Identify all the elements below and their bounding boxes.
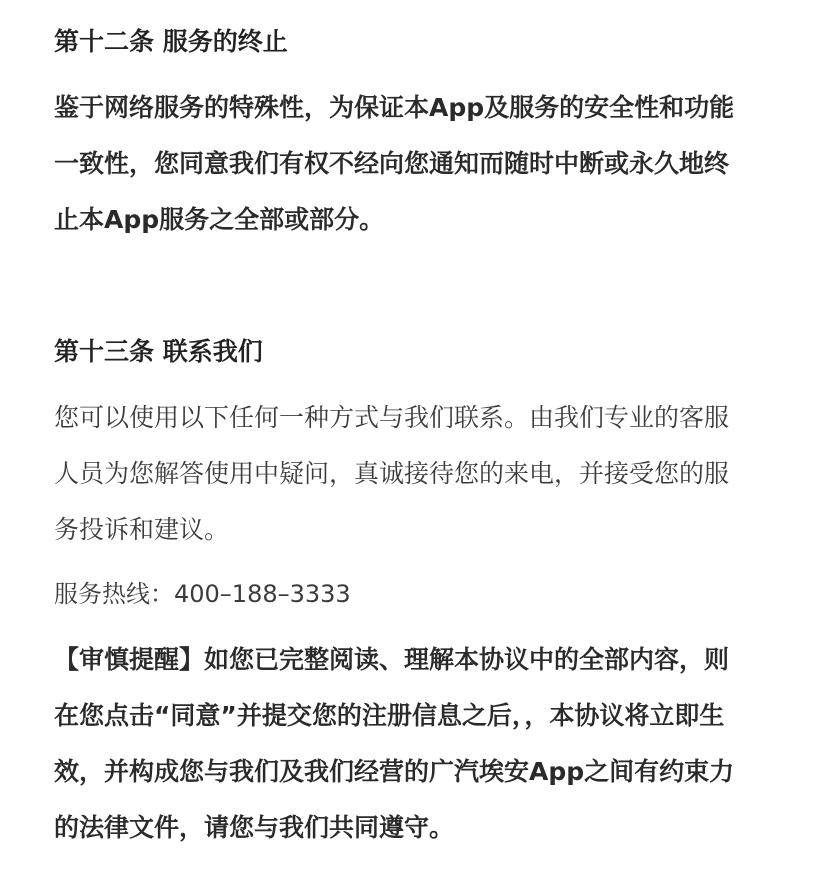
section-12-body xyxy=(54,80,766,248)
section-13-body xyxy=(54,390,766,558)
reminder-line-3: 效，并构成您与我们及我们经营的广汽埃安App之间有约束力 xyxy=(54,757,735,786)
reminder-body xyxy=(54,632,766,856)
section-12-line-1: 鉴于网络服务的特殊性，为保证本App及服务的安全性和功能 xyxy=(54,93,735,122)
reminder-line-4: 的法律文件，请您与我们共同遵守。 xyxy=(54,813,455,842)
service-hotline: 服务热线：400–188–3333 xyxy=(54,580,351,608)
section-12-line-2: 一致性，您同意我们有权不经向您通知而随时中断或永久地终 xyxy=(54,149,730,178)
section-13-line-2: 人员为您解答使用中疑问，真诚接待您的来电，并接受您的服 xyxy=(54,459,730,488)
section-13-line-1: 您可以使用以下任何一种方式与我们联系。由我们专业的客服 xyxy=(54,403,730,432)
reminder-line-2: 在您点击“同意”并提交您的注册信息之后，，本协议将立即生 xyxy=(54,701,725,730)
section-12-line-3: 止本App服务之全部或部分。 xyxy=(54,205,385,234)
section-12-title: 第十二条 服务的终止 xyxy=(54,27,288,56)
section-13-line-3: 务投诉和建议。 xyxy=(54,515,230,544)
section-13-title: 第十三条 联系我们 xyxy=(54,337,263,366)
reminder-line-1: 【审慎提醒】如您已完整阅读、理解本协议中的全部内容，则 xyxy=(54,645,730,674)
